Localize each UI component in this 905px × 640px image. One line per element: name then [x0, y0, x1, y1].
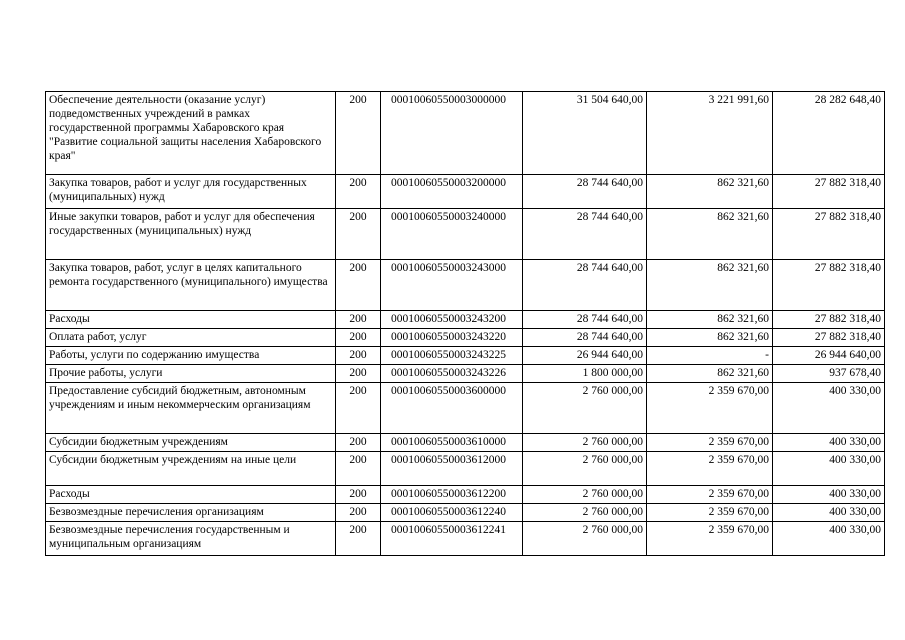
row-rest-cell: 400 330,00 — [773, 486, 885, 504]
row-code-cell: 200 — [336, 434, 381, 452]
row-exec-cell: 2 359 670,00 — [647, 434, 773, 452]
row-name-cell: Субсидии бюджетным учреждениям на иные цели — [46, 452, 336, 486]
row-code-cell: 200 — [336, 260, 381, 311]
row-rest-cell: 26 944 640,00 — [773, 347, 885, 365]
table-row — [46, 260, 885, 311]
row-kbk-cell: 00010060550003612240 — [381, 504, 523, 522]
row-kbk-cell: 00010060550003240000 — [381, 209, 523, 260]
budget-execution-table — [45, 91, 885, 556]
table-row — [46, 434, 885, 452]
table-row — [46, 347, 885, 365]
row-rest-cell: 27 882 318,40 — [773, 260, 885, 311]
row-code-cell: 200 — [336, 522, 381, 556]
row-exec-cell: 2 359 670,00 — [647, 452, 773, 486]
row-exec-cell: 862 321,60 — [647, 311, 773, 329]
row-code-cell: 200 — [336, 209, 381, 260]
row-kbk-cell: 00010060550003243226 — [381, 365, 523, 383]
row-kbk-cell: 00010060550003610000 — [381, 434, 523, 452]
table-row — [46, 383, 885, 434]
row-name-cell: Предоставление субсидий бюджетным, автономным учреждениям и иным некоммерческим организациям — [46, 383, 336, 434]
row-code-cell: 200 — [336, 383, 381, 434]
row-kbk-cell: 00010060550003200000 — [381, 175, 523, 209]
table-row — [46, 365, 885, 383]
row-rest-cell: 400 330,00 — [773, 504, 885, 522]
row-name-cell: Закупка товаров, работ и услуг для государственных (муниципальных) нужд — [46, 175, 336, 209]
row-rest-cell: 27 882 318,40 — [773, 175, 885, 209]
row-name-cell: Закупка товаров, работ, услуг в целях капитального ремонта государственного (муниципального) имущества — [46, 260, 336, 311]
row-code-cell: 200 — [336, 365, 381, 383]
row-code-cell: 200 — [336, 504, 381, 522]
row-plan-cell: 31 504 640,00 — [523, 92, 647, 175]
table-row — [46, 311, 885, 329]
row-plan-cell: 2 760 000,00 — [523, 504, 647, 522]
row-rest-cell: 400 330,00 — [773, 434, 885, 452]
row-name-cell: Прочие работы, услуги — [46, 365, 336, 383]
table-row — [46, 486, 885, 504]
row-rest-cell: 400 330,00 — [773, 452, 885, 486]
table-row — [46, 522, 885, 556]
row-name-cell: Расходы — [46, 311, 336, 329]
row-kbk-cell: 00010060550003243200 — [381, 311, 523, 329]
row-rest-cell: 27 882 318,40 — [773, 329, 885, 347]
row-code-cell: 200 — [336, 92, 381, 175]
row-exec-cell: 2 359 670,00 — [647, 486, 773, 504]
row-kbk-cell: 00010060550003612000 — [381, 452, 523, 486]
row-rest-cell: 400 330,00 — [773, 383, 885, 434]
row-kbk-cell: 00010060550003612241 — [381, 522, 523, 556]
row-plan-cell: 2 760 000,00 — [523, 486, 647, 504]
row-exec-cell: 2 359 670,00 — [647, 522, 773, 556]
row-name-cell: Оплата работ, услуг — [46, 329, 336, 347]
row-name-cell: Субсидии бюджетным учреждениям — [46, 434, 336, 452]
row-exec-cell: 2 359 670,00 — [647, 504, 773, 522]
row-code-cell: 200 — [336, 452, 381, 486]
row-plan-cell: 28 744 640,00 — [523, 329, 647, 347]
row-kbk-cell: 00010060550003243220 — [381, 329, 523, 347]
row-name-cell: Работы, услуги по содержанию имущества — [46, 347, 336, 365]
row-plan-cell: 2 760 000,00 — [523, 383, 647, 434]
table-body — [46, 92, 885, 556]
table-row — [46, 504, 885, 522]
row-exec-cell: 862 321,60 — [647, 209, 773, 260]
row-name-cell: Безвозмездные перечисления государственным и муниципальным организациям — [46, 522, 336, 556]
row-plan-cell: 28 744 640,00 — [523, 260, 647, 311]
row-plan-cell: 28 744 640,00 — [523, 311, 647, 329]
row-kbk-cell: 00010060550003612200 — [381, 486, 523, 504]
row-plan-cell: 2 760 000,00 — [523, 452, 647, 486]
row-plan-cell: 2 760 000,00 — [523, 434, 647, 452]
row-kbk-cell: 00010060550003243225 — [381, 347, 523, 365]
row-exec-cell: 862 321,60 — [647, 365, 773, 383]
row-plan-cell: 28 744 640,00 — [523, 209, 647, 260]
row-exec-cell: 2 359 670,00 — [647, 383, 773, 434]
row-exec-cell: 862 321,60 — [647, 175, 773, 209]
row-name-cell: Обеспечение деятельности (оказание услуг) подведомственных учреждений в рамках государственной программы Хабаровского края "Развитие социальной защиты населения Хабаровского края" — [46, 92, 336, 175]
table-row — [46, 92, 885, 175]
row-code-cell: 200 — [336, 347, 381, 365]
row-kbk-cell: 00010060550003243000 — [381, 260, 523, 311]
row-kbk-cell: 00010060550003600000 — [381, 383, 523, 434]
row-name-cell: Расходы — [46, 486, 336, 504]
row-name-cell: Безвозмездные перечисления организациям — [46, 504, 336, 522]
row-code-cell: 200 — [336, 329, 381, 347]
row-rest-cell: 27 882 318,40 — [773, 209, 885, 260]
row-exec-cell: 3 221 991,60 — [647, 92, 773, 175]
row-plan-cell: 2 760 000,00 — [523, 522, 647, 556]
row-plan-cell: 28 744 640,00 — [523, 175, 647, 209]
row-name-cell: Иные закупки товаров, работ и услуг для обеспечения государственных (муниципальных) нужд — [46, 209, 336, 260]
table-row — [46, 209, 885, 260]
row-exec-cell: 862 321,60 — [647, 260, 773, 311]
row-rest-cell: 400 330,00 — [773, 522, 885, 556]
row-plan-cell: 1 800 000,00 — [523, 365, 647, 383]
row-rest-cell: 28 282 648,40 — [773, 92, 885, 175]
row-plan-cell: 26 944 640,00 — [523, 347, 647, 365]
row-code-cell: 200 — [336, 486, 381, 504]
row-rest-cell: 937 678,40 — [773, 365, 885, 383]
row-code-cell: 200 — [336, 311, 381, 329]
table-row — [46, 175, 885, 209]
row-exec-cell: 862 321,60 — [647, 329, 773, 347]
table-row — [46, 329, 885, 347]
row-rest-cell: 27 882 318,40 — [773, 311, 885, 329]
row-exec-cell: - — [647, 347, 773, 365]
table-row — [46, 452, 885, 486]
row-code-cell: 200 — [336, 175, 381, 209]
row-kbk-cell: 00010060550003000000 — [381, 92, 523, 175]
